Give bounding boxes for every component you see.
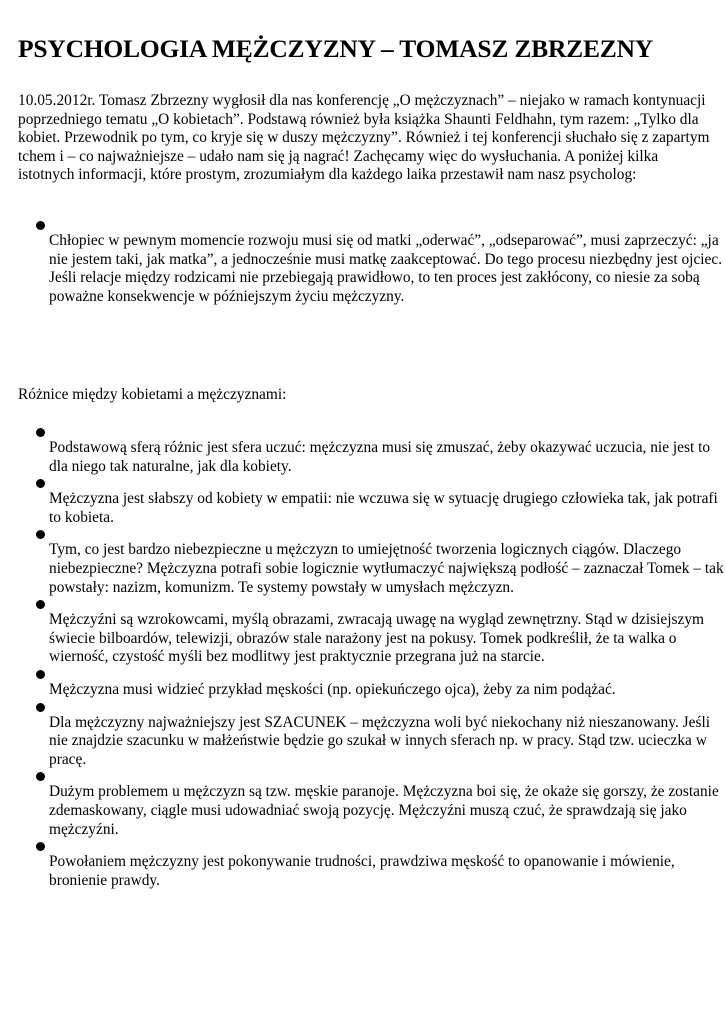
list-item: [18, 681, 725, 700]
bullet-icon: [36, 479, 45, 488]
bullet-list-differences: [18, 439, 725, 904]
bullet-icon: [36, 428, 45, 437]
list-item: [18, 232, 725, 306]
list-item-text: Chłopiec w pewnym momencie rozwoju musi się od matki „oderwać”, „odseparować”, musi zaprzeczyć: „ja nie jestem taki, jak matka”, a jednocześnie musi matkę zaakceptować. Do tego procesu niezbędny jest ojciec. Jeśli relacje między rodzicami nie przebiegają prawidłowo, to ten proces jest zakłócony, co niesie za sobą poważne konsekwencje w późniejszym życiu mężczyzny.: [49, 232, 723, 305]
bullet-icon: [36, 600, 45, 609]
list-item-text: Powołaniem mężczyzny jest pokonywanie trudności, prawdziwa męskość to opanowanie i mówienie, bronienie prawdy.: [49, 853, 675, 889]
bullet-icon: [36, 703, 45, 712]
list-item: [18, 611, 725, 667]
bullet-icon: [36, 530, 45, 539]
list-item: [18, 853, 725, 890]
list-item-text: Dużym problemem u mężczyzn są tzw. męskie paranoje. Mężczyzna boi się, że okaże się gorszy, że zostanie zdemaskowany, ciągle musi udowadniać swoją pozycję. Mężczyźni muszą czuć, że sprawdzają się jako mężczyźni.: [49, 783, 719, 838]
list-item: [18, 490, 725, 527]
bullet-list-development: [18, 232, 725, 306]
list-item: [18, 439, 725, 476]
list-item-text: Mężczyzna musi widzieć przykład męskości (np. opiekuńczego ojca), żeby za nim podążać.: [49, 680, 616, 698]
section-heading: Różnice między kobietami a mężczyznami:: [18, 386, 287, 403]
list-item-text: Tym, co jest bardzo niebezpieczne u mężczyzn to umiejętność tworzenia logicznych ciągów. Dlaczego niebezpieczne? Mężczyzna potrafi sobie logicznie wytłumaczyć największą podłość – zaznaczał Tomek – tak powstały: nazizm, komunizm. Te systemy powstały w umysłach mężczyzn.: [49, 541, 724, 596]
intro-paragraph: 10.05.2012r. Tomasz Zbrzezny wygłosił dla nas konferencję „O mężczyznach” – niejako w ramach kontynuacji poprzedniego tematu „O kobietach”. Podstawą również była książka Shaunti Feldhahn, tym razem: „Tylko dla kobiet. Przewodnik po tym, co kryje się w duszy mężczyzny”. Również i tej konferencji słuchało się z zapartym tchem i – co najważniejsze – udało nam się ją nagrać! Zachęcamy więc do wysłuchania. A poniżej kilka istotnych informacji, które prostym, zrozumiałym dla każdego laika przestawił nam nasz psycholog:: [18, 92, 710, 184]
bullet-icon: [36, 221, 45, 230]
bullet-icon: [36, 670, 45, 679]
list-item-text: Dla mężczyzny najważniejszy jest SZACUNEK – mężczyzna woli być niekochany niż nieszanowany. Jeśli nie znajdzie szacunku w małżeństwie będzie go szukał w innych sferach np. w pracy. Stąd tzw. ucieczka w pracę.: [49, 713, 711, 768]
bullet-icon: [36, 842, 45, 851]
list-item: [18, 783, 725, 839]
list-item-text: Podstawową sferą różnic jest sfera uczuć: mężczyzna musi się zmuszać, żeby okazywać uczucia, nie jest to dla niego tak naturalne, jak dla kobiety.: [49, 439, 711, 475]
list-item: [18, 714, 725, 770]
list-item-text: Mężczyzna jest słabszy od kobiety w empatii: nie wczuwa się w sytuację drugiego człowieka tak, jak potrafi to kobieta.: [49, 490, 718, 526]
bullet-icon: [36, 772, 45, 781]
list-item-text: Mężczyźni są wzrokowcami, myślą obrazami, zwracają uwagę na wygląd zewnętrzny. Stąd w dzisiejszym świecie bilboardów, telewizji, obrazów stale narażony jest na pokusy. Tomek podkreślił, że ta walka o wierność, czystość myśli bez modlitwy jest praktycznie przegrana już na starcie.: [49, 611, 704, 666]
list-item: [18, 541, 725, 597]
document-title: PSYCHOLOGIA MĘŻCZYZNY – TOMASZ ZBRZEZNY: [18, 34, 654, 63]
